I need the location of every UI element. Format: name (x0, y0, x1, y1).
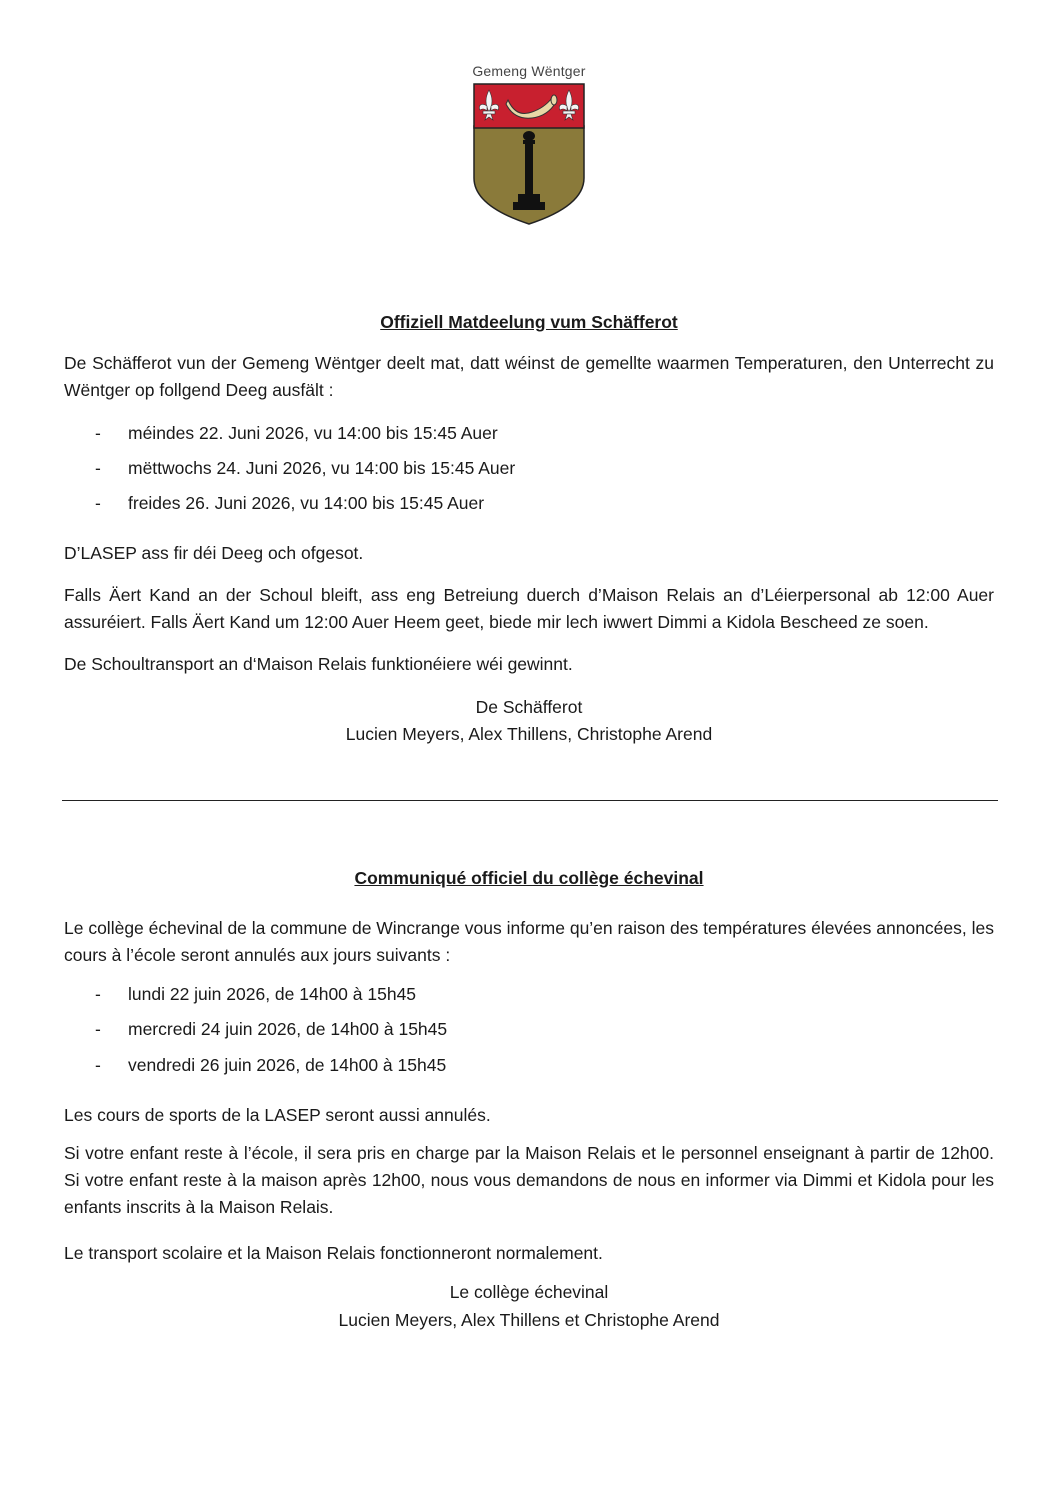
lb-lasep: D’LASEP ass fir déi Deeg och ofgesot. (64, 543, 364, 563)
municipality-logo (470, 62, 588, 226)
fr-lasep: Les cours de sports de la LASEP seront aussi annulés. (64, 1105, 491, 1125)
lb-intro: De Schäfferot vun der Gemeng Wëntger deelt mat, datt wéinst de gemellte waarmen Temperaturen, den Unterrecht zu Wëntger op follgend Deeg ausfält : (64, 353, 994, 400)
lb-sign-title: De Schäfferot (475, 697, 583, 717)
lb-transport: De Schoultransport an d‘Maison Relais funktionéiere wéi gewinnt. (64, 654, 573, 674)
section-divider (62, 800, 998, 801)
lb-date-1: méindes 22. Juni 2026, vu 14:00 bis 15:45 Auer (128, 423, 498, 443)
fr-date-2: mercredi 24 juin 2026, de 14h00 à 15h45 (128, 1019, 448, 1039)
lb-care: Falls Äert Kand an der Schoul bleift, ass eng Betreiung duerch d’Maison Relais an d’Léierpersonal ab 12:00 Auer assuréiert. Falls Äert Kand um 12:00 Auer Heem geet, biede mir lech iwwert Dimmi a Kidola Bescheed ze soen. (64, 585, 994, 632)
bullet-dash-icon: - (95, 458, 101, 478)
bullet-dash-icon: - (95, 1019, 101, 1039)
fr-care: Si votre enfant reste à l’école, il sera pris en charge par la Maison Relais et le personnel enseignant à partir de 12h00. Si votre enfant reste à la maison après 12h00, nous vous demandons de nous en informer via Dimmi et Kidola pour les enfants inscrits à la Maison Relais. (64, 1143, 994, 1217)
bullet-dash-icon: - (95, 423, 101, 443)
lb-date-2: mëttwochs 24. Juni 2026, vu 14:00 bis 15:45 Auer (128, 458, 516, 478)
logo-name: Gemeng Wëntger (472, 63, 586, 79)
bullet-dash-icon: - (95, 1055, 101, 1075)
lb-title: Offiziell Matdeelung vum Schäfferot (380, 312, 678, 332)
fr-date-3: vendredi 26 juin 2026, de 14h00 à 15h45 (128, 1055, 447, 1075)
fr-date-1: lundi 22 juin 2026, de 14h00 à 15h45 (128, 984, 417, 1004)
fr-intro: Le collège échevinal de la commune de Wincrange vous informe qu’en raison des températures élevées annoncées, les cours à l’école seront annulés aux jours suivants : (64, 918, 994, 965)
fr-transport: Le transport scolaire et la Maison Relais fonctionneront normalement. (64, 1243, 603, 1263)
bullet-dash-icon: - (95, 493, 101, 513)
coat-of-arms-icon (472, 82, 586, 226)
lb-date-3: freides 26. Juni 2026, vu 14:00 bis 15:45 Auer (128, 493, 485, 513)
fr-sign-title: Le collège échevinal (449, 1282, 609, 1302)
lb-sign-names: Lucien Meyers, Alex Thillens, Christophe Arend (345, 724, 713, 744)
bullet-dash-icon: - (95, 984, 101, 1004)
fr-title: Communiqué officiel du collège échevinal (354, 868, 704, 888)
fr-sign-names: Lucien Meyers, Alex Thillens et Christophe Arend (338, 1310, 720, 1330)
